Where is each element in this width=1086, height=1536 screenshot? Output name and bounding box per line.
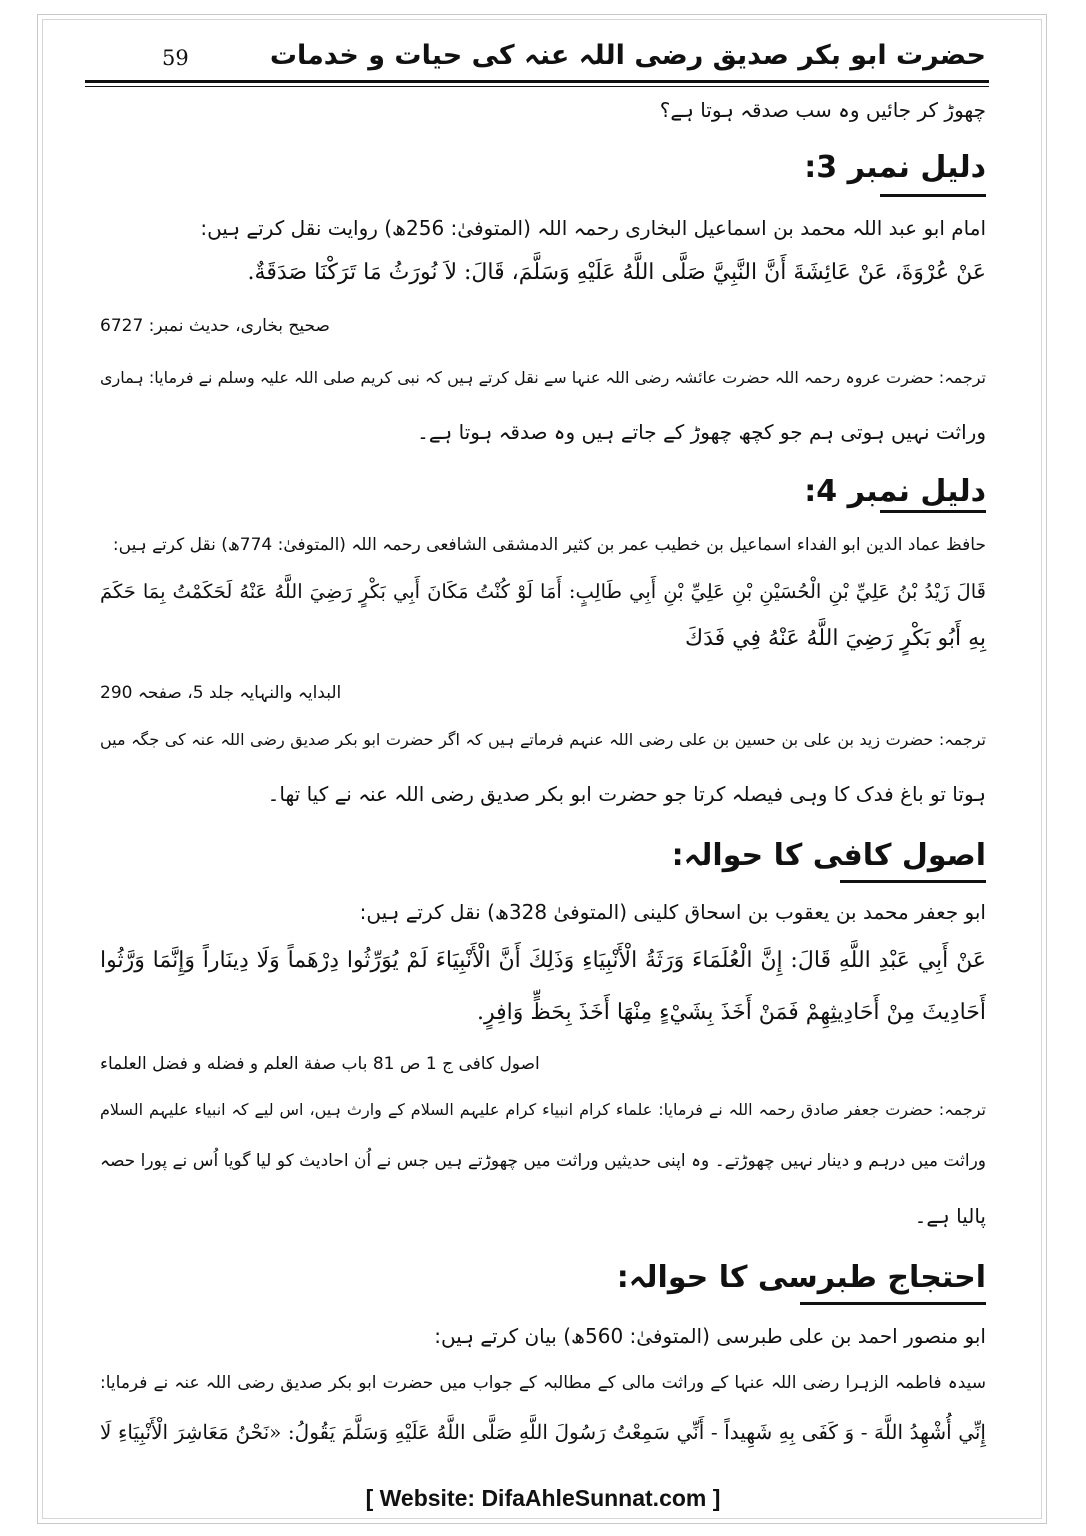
section4-heading: دلیل نمبر 4: — [804, 474, 986, 509]
tabarsi-narrator: ابو منصور احمد بن علی طبرسی (المتوفیٰ: 560ھ) بیان کرتے ہیں: — [434, 1324, 986, 1348]
kafi-arabic-line1: عَنْ أَبِي عَبْدِ اللَّهِ قَالَ: إِنَّ الْعُلَمَاءَ وَرَثَةُ الْأَنْبِيَاءِ وَذَلِكَ أَنَّ الْأَنْبِيَاءَ لَمْ يُوَرِّثُوا دِرْهَماً وَلَا دِينَاراً وَإِنَّمَا وَرَّثُوا — [100, 948, 986, 973]
kafi-reference: اصول کافی ج 1 ص 81 باب صفة العلم و فضله و فضل العلماء — [100, 1054, 540, 1074]
kafi-translation-line1: ترجمہ: حضرت جعفر صادق رحمہ اللہ نے فرمایا: علماء کرام انبیاء کرام علیہم السلام کے وارث ہیں، اس لیے کہ انبیاء علیہم السلام — [100, 1100, 986, 1119]
section4-heading-underline — [880, 510, 986, 513]
section3-arabic: عَنْ عُرْوَةَ، عَنْ عَائِشَةَ أَنَّ النَّبِيَّ صَلَّى اللَّهُ عَلَيْهِ وَسَلَّمَ، قَالَ: لاَ نُورَثُ مَا تَرَكْنَا صَدَقَةٌ. — [247, 260, 986, 285]
tabarsi-arabic: إِنِّي أُشْهِدُ اللَّهَ - وَ كَفَى بِهِ شَهِيداً - أَنِّي سَمِعْتُ رَسُولَ اللَّهِ صَلَّى اللَّهُ عَلَيْهِ وَسَلَّمَ يَقُولُ: «نَحْنُ مَعَاشِرَ الْأَنْبِيَاءِ لَا — [100, 1420, 986, 1444]
website-footer: [ Website: DifaAhleSunnat.com ] — [365, 1485, 721, 1511]
section3-reference: صحیح بخاری، حدیث نمبر: 6727 — [100, 316, 330, 336]
section4-reference: البدایہ والنہایہ جلد 5، صفحہ 290 — [100, 683, 342, 703]
kafi-heading: اصول کافی کا حوالہ: — [671, 838, 986, 873]
kafi-translation-line3: پالیا ہے۔ — [914, 1204, 986, 1228]
kafi-heading-underline — [840, 880, 986, 883]
section4-arabic-line2: بِهِ أَبُو بَكْرٍ رَضِيَ اللَّهُ عَنْهُ فِي فَدَكَ — [684, 626, 986, 651]
kafi-translation-line2: وراثت میں درہم و دینار نہیں چھوڑتے۔ وہ اپنی حدیثیں وراثت میں چھوڑتے ہیں جس نے اُن احادیث کو لیا گویا اُس نے پورا حصہ — [100, 1151, 986, 1171]
section4-narrator: حافظ عماد الدین ابو الفداء اسماعیل بن خطیب عمر بن کثیر الدمشقی الشافعی رحمہ اللہ (المتوفیٰ: 774ھ) نقل کرتے ہیں: — [112, 535, 986, 555]
page-number: 59 — [162, 46, 189, 70]
tabarsi-context: سیدہ فاطمہ الزہرا رضی اللہ عنہا کے وراثت مالی کے مطالبہ کے جواب میں حضرت ابو بکر صدیق رضی اللہ عنہ نے فرمایا: — [100, 1373, 986, 1393]
intro-line: چھوڑ کر جائیں وہ سب صدقہ ہوتا ہے؟ — [659, 98, 986, 122]
section3-heading-underline — [880, 194, 986, 197]
section4-translation-line2: ہوتا تو باغ فدک کا وہی فیصلہ کرتا جو حضرت ابو بکر صدیق رضی اللہ عنہ نے کیا تھا۔ — [267, 782, 986, 806]
book-title: حضرت ابو بکر صدیق رضی اللہ عنہ کی حیات و خدمات — [269, 40, 986, 71]
tabarsi-heading: احتجاج طبرسی کا حوالہ: — [616, 1260, 986, 1295]
kafi-arabic-line2: أَحَادِيثَ مِنْ أَحَادِيثِهِمْ فَمَنْ أَخَذَ بِشَيْءٍ مِنْهَا أَخَذَ بِحَظٍّ وَافِرٍ. — [477, 1000, 986, 1025]
tabarsi-heading-underline — [800, 1302, 986, 1305]
section3-narrator: امام ابو عبد اللہ محمد بن اسماعیل البخاری رحمہ اللہ (المتوفیٰ: 256ھ) روایت نقل کرتے ہیں: — [200, 216, 986, 240]
section4-arabic-line1: قَالَ زَيْدُ بْنُ عَلِيِّ بْنِ الْحُسَيْنِ بْنِ عَلِيِّ بْنِ أَبِي طَالِبٍ: أَمَا لَوْ كُنْتُ مَكَانَ أَبِي بَكْرٍ رَضِيَ اللَّهُ عَنْهُ لَحَكَمْتُ بِمَا حَكَمَ — [100, 580, 986, 603]
section3-translation-line1: ترجمہ: حضرت عروہ رحمہ اللہ حضرت عائشہ رضی اللہ عنہا سے نقل کرتے ہیں کہ نبی کریم صلی اللہ علیہ وسلم نے فرمایا: ہماری — [100, 368, 986, 387]
header-rule-thin — [85, 86, 989, 87]
section3-translation-line2: وراثت نہیں ہوتی ہم جو کچھ چھوڑ کے جاتے ہیں وہ صدقہ ہوتا ہے۔ — [417, 420, 986, 444]
kafi-narrator: ابو جعفر محمد بن یعقوب بن اسحاق کلینی (المتوفیٰ 328ھ) نقل کرتے ہیں: — [359, 900, 986, 924]
header-rule — [85, 80, 989, 83]
section3-heading: دلیل نمبر 3: — [804, 150, 986, 185]
section4-translation-line1: ترجمہ: حضرت زید بن علی بن حسین بن علی رضی اللہ عنہم فرماتے ہیں کہ اگر حضرت ابو بکر صدیق رضی اللہ عنہ کی جگہ میں — [100, 730, 986, 749]
